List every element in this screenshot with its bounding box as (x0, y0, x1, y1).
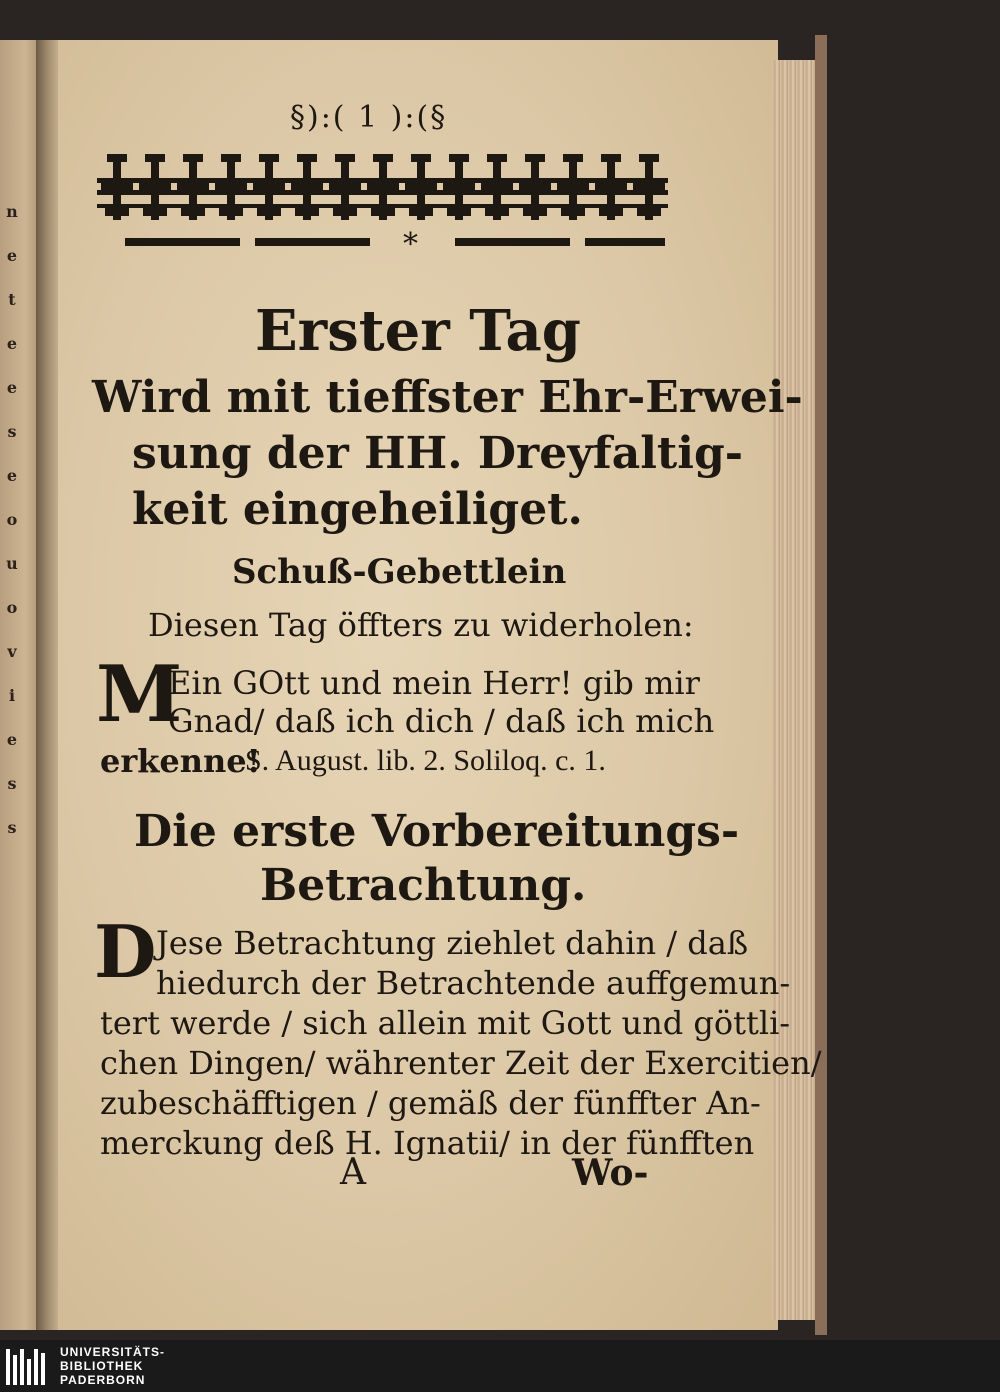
ornament-unit (253, 154, 285, 220)
left-page-glyph: e (6, 466, 18, 485)
prayer-line-2: Gnad/ daß ich dich / daß ich mich (168, 702, 715, 740)
left-page-glyph: o (6, 510, 18, 529)
prayer-citation: S. August. lib. 2. Soliloq. c. 1. (245, 744, 606, 777)
ornament-unit (101, 154, 133, 220)
left-page-glyphs (4, 190, 20, 850)
left-page-glyph: i (8, 686, 16, 705)
ornament-unit (329, 154, 361, 220)
ornament-border (95, 150, 670, 270)
body-line-3: tert werde / sich allein mit Gott und göttli- (100, 1004, 791, 1042)
ornament-unit (405, 154, 437, 220)
left-page-glyph: e (6, 334, 18, 353)
ornament-unit (367, 154, 399, 220)
left-page-glyph: s (7, 422, 17, 441)
svg-text:*: * (403, 227, 418, 262)
ornament-unit (633, 154, 665, 220)
page-title: Erster Tag (255, 298, 581, 364)
page-number: §):( 1 ):(§ (290, 100, 448, 135)
section-title-line-1: Die erste Vorbereitungs- (134, 806, 740, 857)
body-line-4: chen Dingen/ währenter Zeit der Exercitien/ (100, 1044, 822, 1082)
ornament-unit (139, 154, 171, 220)
subtitle-line-1: Wird mit tieffster Ehr-Erwei- (92, 372, 803, 423)
left-page-glyph: s (7, 818, 17, 837)
left-page-glyph: o (6, 598, 18, 617)
ornament-unit (215, 154, 247, 220)
logo-line-3: PADERBORN (60, 1373, 146, 1387)
prayer-subheading: Diesen Tag öffters zu widerholen: (148, 606, 694, 644)
body-line-5: zubeschäfftigen / gemäß der fünffter An- (100, 1084, 761, 1122)
ornament-unit (291, 154, 323, 220)
body-line-2: hiedurch der Betrachtende auffgemun- (156, 964, 791, 1002)
left-page-glyph: s (7, 774, 17, 793)
prayer-line-3: erkenne! (100, 742, 261, 780)
logo-line-1: UNIVERSITÄTS- (60, 1345, 166, 1359)
left-page-glyph: u (6, 554, 18, 573)
cover-edge (815, 35, 827, 1335)
page-edges (772, 60, 820, 1320)
left-page-glyph: e (6, 378, 18, 397)
prayer-line-1: Ein GOtt und mein Herr! gib mir (168, 664, 700, 702)
signature-mark: A (340, 1152, 366, 1193)
catchword: Wo- (572, 1152, 649, 1194)
ornament-unit (443, 154, 475, 220)
prayer-heading: Schuß-Gebettlein (232, 552, 567, 592)
logo-line-2: BIBLIOTHEK (60, 1359, 144, 1373)
left-page-glyph: v (7, 642, 17, 661)
left-page-glyph: e (6, 730, 18, 749)
subtitle-line-3: keit eingeheiliget. (132, 484, 583, 535)
left-page-glyph: n (6, 202, 18, 221)
ornament-unit (481, 154, 513, 220)
left-page-glyph: t (8, 290, 16, 309)
ornament-unit (595, 154, 627, 220)
library-logo-icon (4, 1345, 48, 1389)
ornament-unit (557, 154, 589, 220)
section-title-line-2: Betrachtung. (260, 860, 587, 911)
body-line-6: merckung deß H. Ignatii/ in der fünfften (100, 1124, 755, 1162)
prayer-initial: M (96, 649, 183, 740)
ornament-unit (519, 154, 551, 220)
ornament-unit (177, 154, 209, 220)
body-initial: D (94, 909, 157, 994)
left-page-glyph: e (6, 246, 18, 265)
body-line-1: Jese Betrachtung ziehlet dahin / daß (156, 924, 749, 962)
subtitle-line-2: sung der HH. Dreyfaltig- (132, 428, 743, 479)
